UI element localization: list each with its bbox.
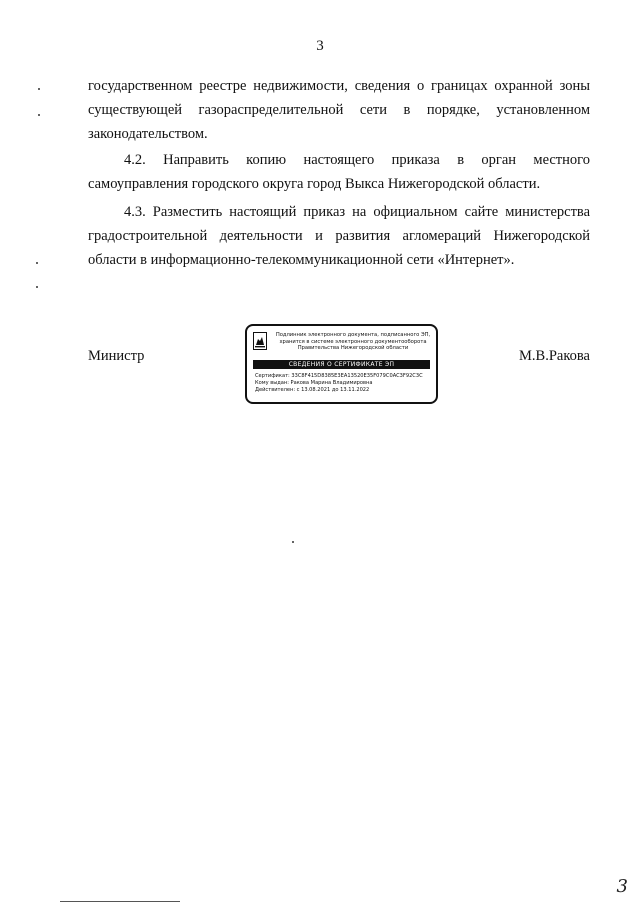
paragraph-line: градостроительной деятельности и развития агломераций Нижегородской (88, 228, 590, 244)
scan-speck (38, 114, 40, 116)
paragraph-line: 4.3. Разместить настоящий приказ на официальном сайте министерства (124, 204, 590, 220)
paragraph-line: самоуправления городского округа город Выкса Нижегородской области. (88, 176, 541, 192)
paragraph-line: области в информационно-телекоммуникационной сети «Интернет». (88, 252, 515, 268)
coat-of-arms-icon (253, 332, 267, 350)
scan-speck (36, 262, 38, 264)
stamp-certificate: Сертификат: 33C8F415D8385E3EA13520E35F079C0AC3F92C3C (255, 373, 423, 379)
stamp-issued-to: Кому выдан: Ракова Марина Владимировна (255, 379, 373, 386)
stamp-header-line: Подлинник электронного документа, подписанного ЭП, (275, 332, 431, 338)
signature-title: Министр (88, 348, 145, 364)
stamp-validity: Действителен: с 13.08.2021 до 13.11.2022 (255, 386, 370, 393)
paragraph-line: государственном реестре недвижимости, сведения о границах охранной зоны (88, 78, 590, 94)
paragraph-line: существующей газораспределительной сети в порядке, установленном (88, 102, 590, 118)
stamp-header-line: Правительства Нижегородской области (297, 345, 409, 352)
scan-line (60, 901, 180, 902)
paragraph-line: 4.2. Направить копию настоящего приказа в орган местного (124, 152, 590, 168)
signature-name: М.В.Ракова (519, 348, 590, 364)
stamp-header (271, 332, 435, 352)
scan-speck (38, 88, 40, 90)
page-number: 3 (316, 38, 324, 54)
paragraph-item-4-3 (88, 200, 590, 272)
paragraph-item-4-2 (88, 148, 590, 196)
paragraph-continuation (88, 74, 590, 146)
stamp-banner: СВЕДЕНИЯ О СЕРТИФИКАТЕ ЭП (253, 360, 430, 369)
scan-speck (36, 286, 38, 288)
handwritten-page-mark: 3 (616, 876, 628, 897)
stamp-header-line: хранится в системе электронного документооборота (279, 338, 427, 345)
stamp-details (255, 373, 433, 393)
electronic-signature-stamp (245, 324, 438, 404)
paragraph-line: законодательством. (88, 126, 208, 142)
scan-speck (292, 541, 294, 543)
